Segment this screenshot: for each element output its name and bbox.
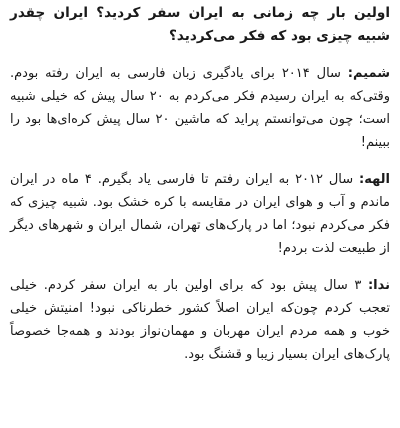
speaker-name: ندا:	[367, 278, 391, 293]
answer-text: سال ۲۰۱۴ برای یادگیری زبان فارسی به ایران رفته بودم. وقتی‌که به ایران رسیدم فکر می‌کردم به ۲۰ سال پیش که خیلی شبیه است؛ چون می‌توانستم پراید که ماشین ۲۰ سال پیش کره‌ای‌ها بود را ببینم!	[10, 66, 390, 150]
answer-elahe	[10, 168, 390, 260]
interview-question: اولین بار چه زمانی به ایران سفر کردید؟ ایران چقدر شبیه چیزی بود که فکر می‌کردید؟	[10, 5, 390, 44]
speaker-name: شمیم:	[347, 66, 390, 81]
answer-neda	[10, 274, 390, 366]
answer-text: ۳ سال پیش بود که برای اولین بار به ایران سفر کردم. خیلی تعجب کردم چون‌که ایران اصلاً کشور خطرناکی نبود! امنیتش خیلی خوب و همه مردم ایران مهربان و مهمان‌نواز بودند و همه‌جا خصوصاً پارک‌های ایران بسیار زیبا و قشنگ بود.	[10, 278, 390, 362]
speaker-name: الهه:	[359, 172, 391, 187]
answer-shamim	[10, 62, 390, 154]
answer-text: سال ۲۰۱۲ به ایران رفتم تا فارسی یاد بگیرم. ۴ ماه در ایران ماندم و آب و هوای ایران در مقایسه با کره خشک بود. شبیه چیزی که فکر می‌کردم نبود؛ اما در پارک‌های تهران، شمال ایران و شهرهای دیگر از طبیعت لذت بردم!	[10, 172, 390, 256]
